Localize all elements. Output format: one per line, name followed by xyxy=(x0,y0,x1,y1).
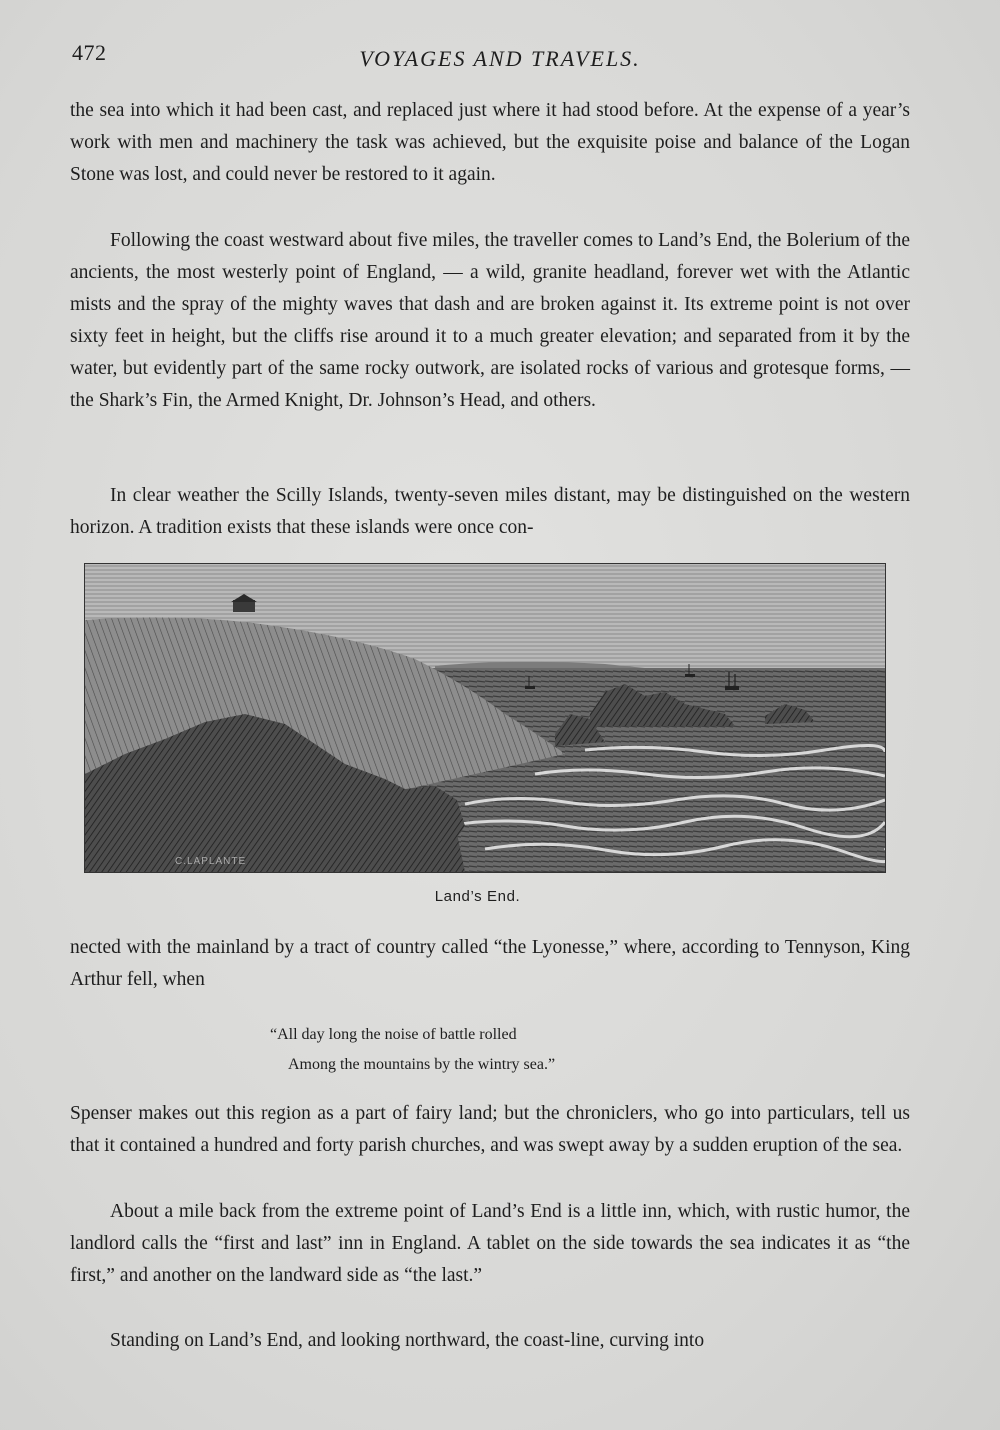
paragraph-inn: About a mile back from the extreme point of Land’s End is a little inn, which, with rustic humor, the landlord calls the “first and last” inn in England. A tablet on the side towards the sea indicates it as “the first,” and another on the landward side as “the last.” xyxy=(70,1201,910,1286)
paragraph-lyonesse: nected with the mainland by a tract of country called “the Lyonesse,” where, according to Tennyson, King Arthur fell, when xyxy=(70,937,910,990)
figure-caption: Land’s End. xyxy=(434,888,521,905)
page-number: 472 xyxy=(72,40,107,65)
tennyson-quotation xyxy=(270,1020,690,1080)
paragraph-coast-line: Standing on Land’s End, and looking northward, the coast-line, curving into xyxy=(110,1330,705,1351)
paragraph-scilly-islands: In clear weather the Scilly Islands, twenty-seven miles distant, may be distinguished on the western horizon. A tradition exists that these islands were once con- xyxy=(70,485,910,538)
running-head: VOYAGES AND TRAVELS. xyxy=(359,46,641,71)
paragraph-logan-stone: the sea into which it had been cast, and replaced just where it had stood before. At the expense of a year’s work with men and machinery the task was achieved, but the exquisite poise and balance of the Logan Stone was lost, and could never be restored to it again. xyxy=(70,100,910,185)
quote-line: “All day long the noise of battle rolled xyxy=(270,1026,517,1043)
engraving-illustration xyxy=(85,564,885,872)
engraver-signature: C.LAPLANTE xyxy=(175,856,247,867)
paragraph-spenser: Spenser makes out this region as a part of fairy land; but the chroniclers, who go into particulars, tell us that it contained a hundred and forty parish churches, and was swept away by a sudden eruption of the sea. xyxy=(70,1103,910,1156)
paragraph-lands-end: Following the coast westward about five miles, the traveller comes to Land’s End, the Bolerium of the ancients, the most westerly point of England, — a wild, granite headland, forever wet with the Atlantic mists and the spray of the mighty waves that dash and are broken against it. Its extreme point is not over sixty feet in height, but the cliffs rise around it to a much greater elevation; and separated from it by the water, but evidently part of the same rocky outwork, are isolated rocks of various and grotesque forms, — the Shark’s Fin, the Armed Knight, Dr. Johnson’s Head, and others. xyxy=(70,230,910,411)
quote-line: Among the mountains by the wintry sea.” xyxy=(288,1056,556,1073)
lands-end-engraving xyxy=(84,563,886,873)
